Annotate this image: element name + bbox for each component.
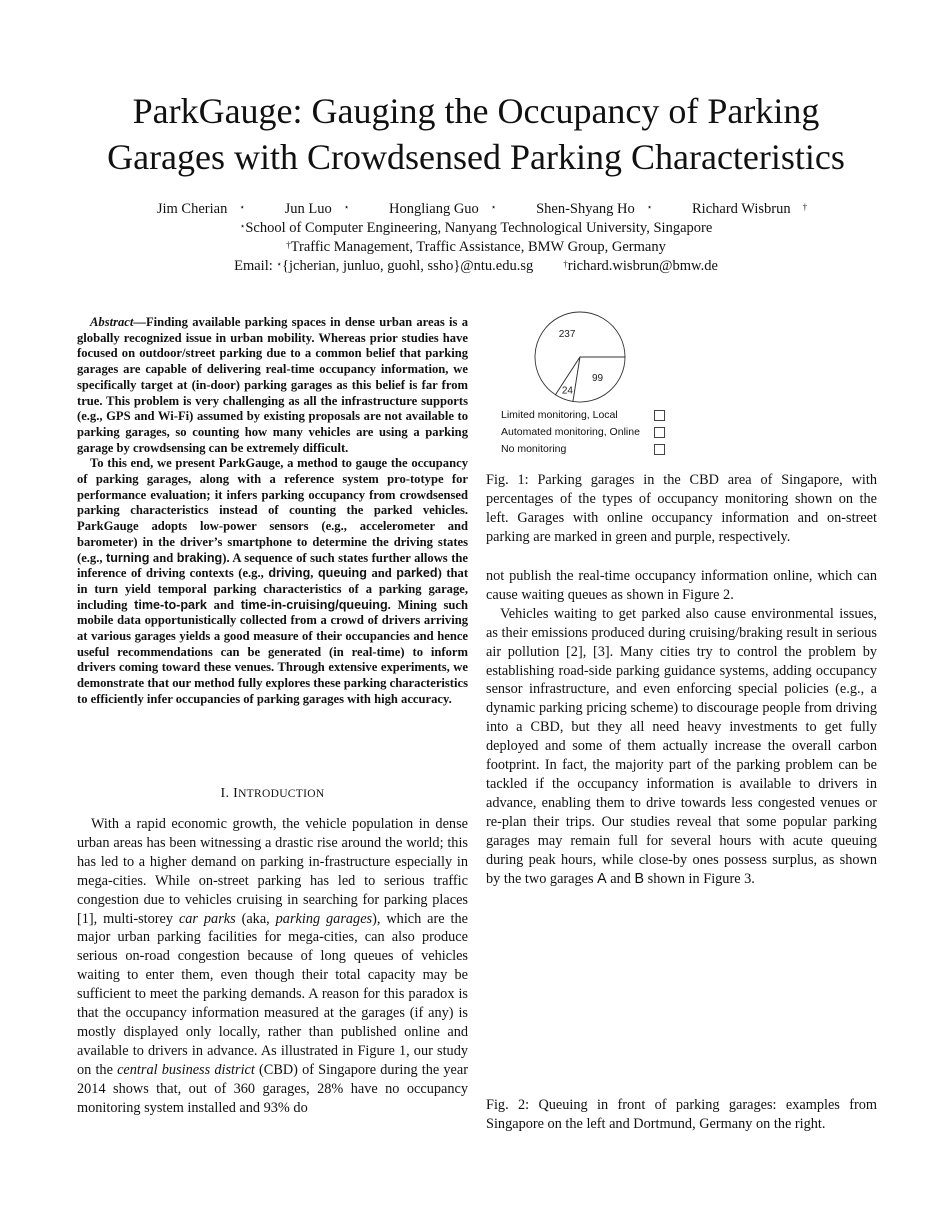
author-block: [0, 200, 952, 276]
pie-slice-label: 24: [561, 385, 573, 397]
abstract: [77, 315, 468, 708]
email-line: Email: ⋆{jcherian, junluo, guohl, ssho}@ntu.edu.sg †richard.wisbrun@bmw.de: [234, 258, 718, 274]
pie-slice-label: 237: [558, 328, 576, 340]
author: Shen-Shyang Ho ⋆: [536, 201, 653, 217]
author: Jun Luo ⋆: [284, 201, 350, 217]
author: Jim Cherian ⋆: [156, 201, 245, 217]
pie-slice-label: 99: [591, 373, 604, 384]
fig1-pie-chart: [520, 305, 650, 405]
legend-swatch: [654, 427, 665, 438]
abstract-paragraph-1: Abstract—Finding available parking spaces in dense urban areas is a globally recognized issue in urban mobility. Whereas prior studies have focused on outdoor/street parking due to a common belief that parking garages are capable of delivering real-time occupancy information, we specifically target at (in-door) parking garages as this belief is far from true. This problem is very challenging as all the infrastructure supports (e.g., GPS and Wi-Fi) assumed by existing proposals are not available to parking garages, so counting how many vehicles are using a parking garage by crowdsensing can be extremely difficult.: [77, 315, 468, 455]
author: Richard Wisbrun †: [692, 201, 808, 217]
right-column-text: [486, 567, 877, 888]
fig1-legend: [501, 407, 671, 458]
intro-paragraph-1: With a rapid economic growth, the vehicle population in dense urban areas has been witnessing a drastic rise around the world; this has led to a higher demand on parking in-frastructure especially in mega-cities. While on-street parking has led to serious traffic congestion due to vehicles cruising in searching for parking places [1], multi-storey car parks (aka, parking garages), which are the major urban parking facilities for mega-cities, can also produce serious on-road congestion because of long queues of vehicles waiting to enter them, even though their total capacity may be sufficient to meet the parking demands. A reason for this paradox is that the occupancy information measured at the garages (if any) is mostly displayed only locally, rather than published online and available to drivers in advance. As illustrated in Figure 1, our study on the central business district (CBD) of Singapore during the year 2014 shows that, out of 360 garages, 28% have no occupancy monitoring system installed and 93% do: [77, 816, 469, 1116]
legend-item: Automated monitoring, Online: [501, 424, 671, 441]
title-line-2: Garages with Crowdsensed Parking Characteristics: [107, 137, 845, 177]
title-line-1: ParkGauge: Gauging the Occupancy of Parking: [132, 91, 820, 131]
author-names: [0, 200, 952, 219]
affiliation-2: †Traffic Management, Traffic Assistance, BMW Group, Germany: [286, 239, 666, 255]
author: Hongliang Guo ⋆: [388, 201, 497, 217]
legend-swatch: [654, 410, 665, 421]
fig2-caption: Fig. 2: Queuing in front of parking garages: examples from Singapore on the left and Dortmund, Germany on the right.: [486, 1097, 877, 1132]
paper-title: [0, 88, 952, 180]
abstract-paragraph-2: To this end, we present ParkGauge, a method to gauge the occupancy of parking garages, along with a reference system pro-totype for performance evaluation; it infers parking occupancy from crowdsensed parking characteristics instead of counting the parked vehicles. ParkGauge adopts low-power sensors (e.g., accelerometer and barometer) in the driver’s smartphone to determine the driving states (e.g., turning and braking). A sequence of such states further allows the inference of driving contexts (e.g., driving, queuing and parked) that in turn yield temporal parking characteristics of a parking garage, including time-to-park and time-in-cruising/queuing. Mining such mobile data opportunistically collected from a crowd of drivers arriving at various garages yields a good measure of their occupancies and hence useful recommendations can be generated (in real-time) to inform drivers coming toward these venues. Through extensive experiments, we demonstrate that our method fully explores these parking characteristics to efficiently infer occupancies of parking garages with high accuracy.: [77, 456, 469, 706]
fig1-caption: Fig. 1: Parking garages in the CBD area of Singapore, with percentages of the types of occupancy monitoring shown on the left. Garages with online occupancy information and on-street parking are marked in green and purple, respectively.: [486, 472, 877, 545]
legend-item: Limited monitoring, Local: [501, 407, 671, 424]
introduction-text: [77, 815, 468, 1118]
affiliation-1: ⋆School of Computer Engineering, Nanyang Technological University, Singapore: [239, 220, 713, 236]
right-paragraph-1: not publish the real-time occupancy information online, which can cause waiting queues as shown in Figure 2.: [486, 568, 877, 603]
right-paragraph-2: Vehicles waiting to get parked also cause environmental issues, as their emissions produced during cruising/braking result in serious air pollution [2], [3]. Many cities try to control the problem by establishing road-side parking guidance systems, adding occupancy sensor infrastructure, and even enforcing special policies (e.g., a dynamic parking pricing scheme) to discourage people from driving into a CBD, but they all need heavy investments to get fully deployed and some of them actually increase the overall carbon footprint. In fact, the majority part of the parking problem can be tackled if the occupancy information is available to drivers in advance, enabling them to drive towards less congested venues or re-plan their trips. Our studies reveal that some popular parking garages may remain full for several hours with acute queuing during peak hours, while close-by ones possess surplus, as shown by the two garages A and B shown in Figure 3.: [486, 605, 877, 887]
section-heading-introduction: I. INTRODUCTION: [220, 786, 325, 801]
legend-item: No monitoring: [501, 441, 671, 458]
legend-swatch: [654, 444, 665, 455]
